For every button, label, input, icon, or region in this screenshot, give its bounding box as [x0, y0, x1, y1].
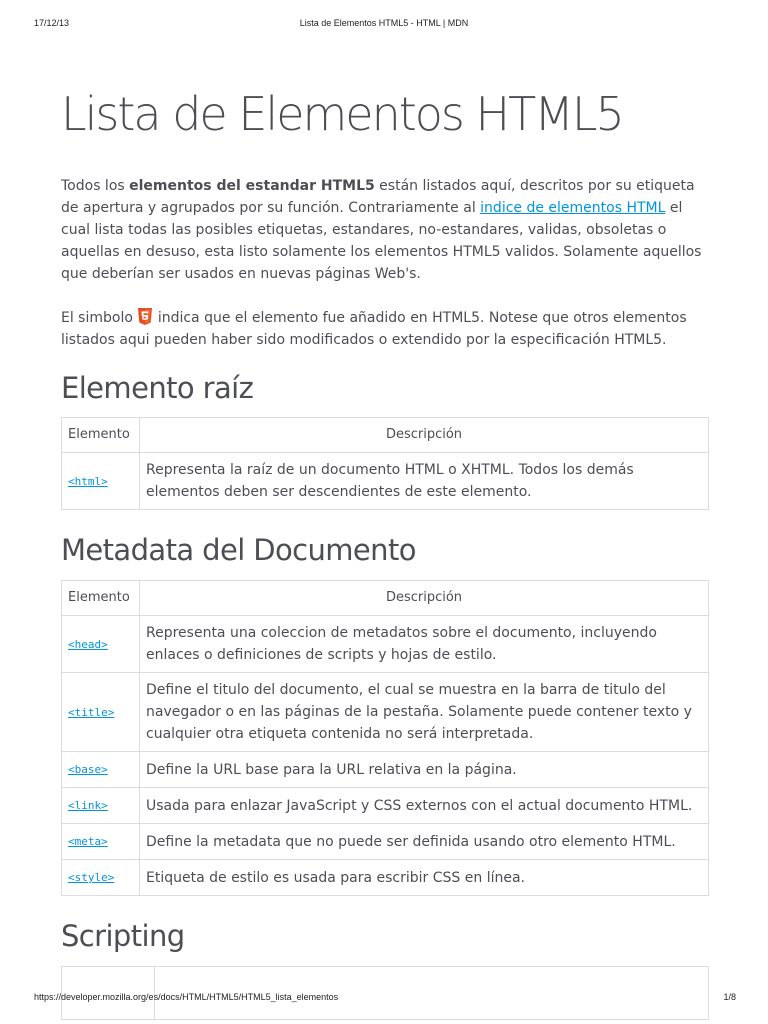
column-header-description: Descripción — [140, 581, 709, 616]
element-link-base[interactable]: <base> — [68, 763, 108, 776]
section-heading-metadata: Metadata del Documento — [61, 533, 416, 567]
element-link-title[interactable]: <title> — [68, 705, 115, 719]
element-cell — [62, 752, 140, 788]
element-cell — [62, 824, 140, 860]
table-header-row — [62, 581, 709, 616]
print-document-title: Lista de Elementos HTML5 - HTML | MDN — [299, 18, 469, 28]
element-link-head[interactable]: <head> — [68, 637, 108, 651]
root-element-table — [61, 417, 709, 510]
intro-text-2: están listados aquí, descritos por su etiqueta de apertura y agrupados por su función. Contrariamente al — [61, 178, 695, 216]
print-date: 17/12/13 — [34, 18, 70, 28]
article-content — [61, 84, 709, 1020]
element-link-link[interactable]: <link> — [68, 799, 108, 812]
column-header-element: Elemento — [62, 418, 140, 453]
table-row — [62, 453, 709, 510]
page-title: Lista de Elementos HTML5 — [61, 87, 623, 141]
element-cell — [62, 616, 140, 673]
description-cell: Etiqueta de estilo es usada para escribir CSS en línea. — [140, 860, 709, 896]
element-link-html[interactable]: <html> — [68, 474, 108, 488]
section-heading-scripting: Scripting — [61, 919, 185, 953]
element-link-style[interactable]: <style> — [68, 871, 115, 884]
intro-text-1: Todos los — [61, 178, 130, 194]
column-header-element: Elemento — [62, 581, 140, 616]
table-row — [62, 788, 709, 824]
description-cell: Usada para enlazar JavaScript y CSS externos con el actual documento HTML. — [140, 788, 709, 824]
description-cell: Define la metadata que no puede ser definida usando otro elemento HTML. — [140, 824, 709, 860]
page-number: 1/8 — [723, 992, 736, 1002]
description-cell: Representa la raíz de un documento HTML o XHTML. Todos los demás elementos deben ser descendientes de este elemento. — [140, 453, 709, 510]
intro-bold-text: elementos del estandar HTML5 — [129, 178, 375, 194]
symbol-text-before: El simbolo — [61, 310, 138, 326]
element-cell — [62, 453, 140, 510]
element-link-meta[interactable]: <meta> — [68, 835, 108, 848]
print-url: https://developer.mozilla.org/es/docs/HTML/HTML5/HTML5_lista_elementos — [34, 992, 339, 1002]
intro-paragraph — [61, 175, 709, 285]
symbol-paragraph — [61, 307, 709, 351]
element-cell — [62, 860, 140, 896]
element-index-link[interactable]: indice de elementos HTML — [480, 200, 666, 216]
table-row — [62, 824, 709, 860]
table-row — [62, 752, 709, 788]
intro-text-3: el cual lista todas las posibles etiquetas, estandares, no-estandares, validas, obsoletas o aquellas en desuso, esta listo solamente los elementos HTML5 validos. Solamente aquellos que deberían ser usados en nuevas páginas Web's. — [61, 200, 702, 282]
metadata-table — [61, 580, 709, 896]
description-cell: Define la URL base para la URL relativa en la página. — [140, 752, 709, 788]
print-header — [0, 18, 768, 32]
print-footer — [0, 992, 768, 1006]
description-cell: Representa una coleccion de metadatos sobre el documento, incluyendo enlaces o definiciones de scripts y hojas de estilo. — [140, 616, 709, 673]
description-cell: Define el titulo del documento, el cual se muestra en la barra de titulo del navegador o en las páginas de la pestaña. Solamente puede contener texto y cualquier otra etiqueta contenida no será interpretada. — [140, 673, 709, 752]
section-heading-root: Elemento raíz — [61, 371, 254, 405]
column-header-description: Descripción — [140, 418, 709, 453]
table-row — [62, 860, 709, 896]
table-header-row — [62, 418, 709, 453]
table-row — [62, 616, 709, 673]
symbol-text-after: indica que el elemento fue añadido en HTML5. Notese que otros elementos listados aqui pueden haber sido modificados o extendido por la especificación HTML5. — [61, 310, 687, 348]
html5-badge-icon — [138, 308, 152, 325]
table-row — [62, 673, 709, 752]
element-cell — [62, 788, 140, 824]
element-cell — [62, 673, 140, 752]
